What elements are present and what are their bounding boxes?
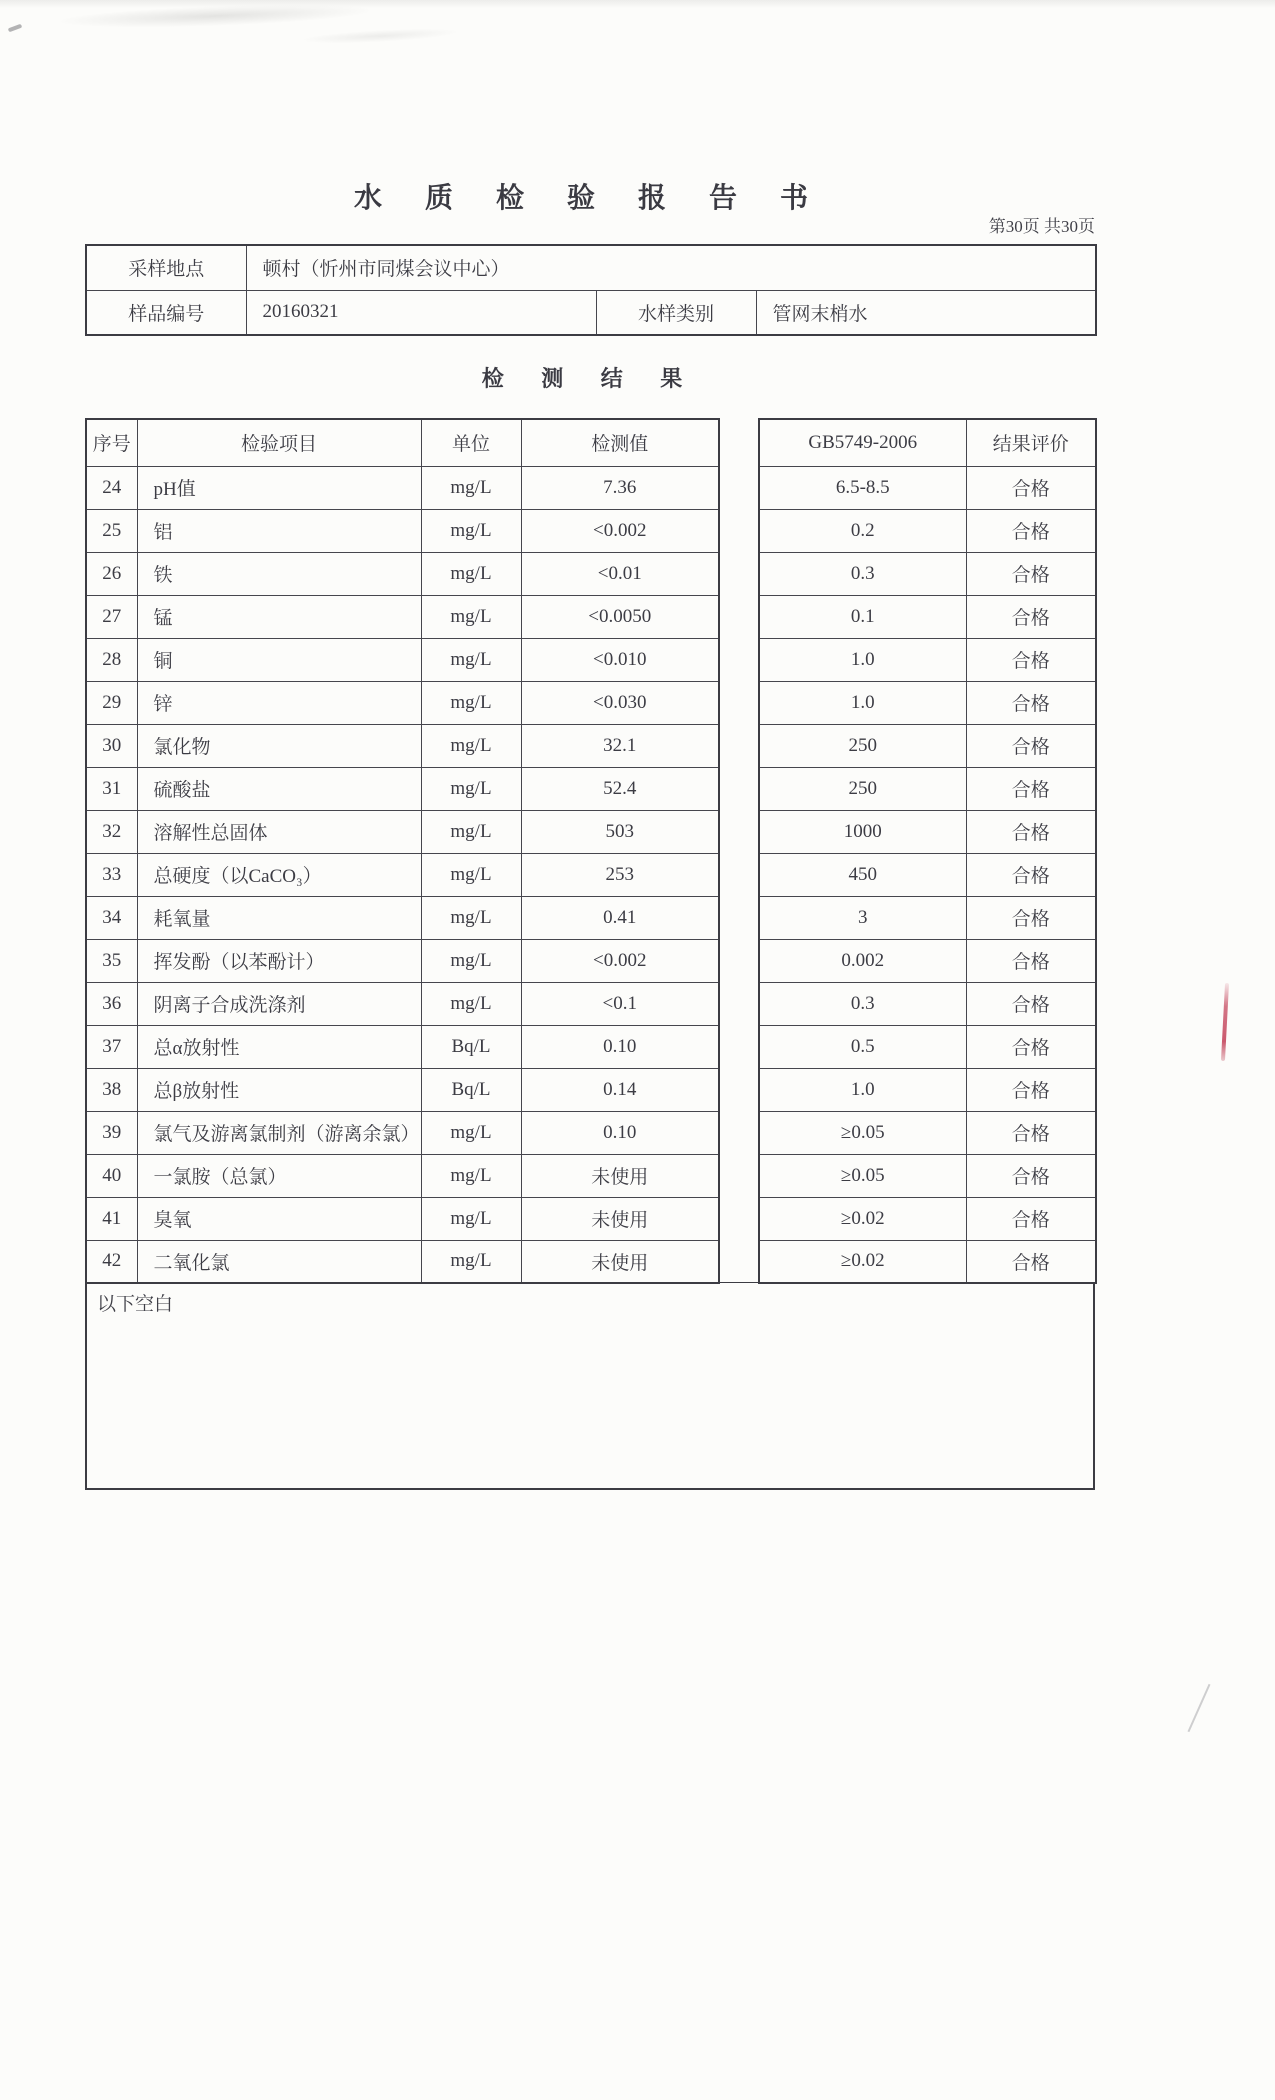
result-row-evaluation — [759, 724, 1096, 767]
result-row — [86, 1197, 719, 1240]
sample-location-label: 采样地点 — [86, 245, 246, 290]
cell-evaluation: 合格 — [966, 552, 1096, 595]
result-row-evaluation — [759, 638, 1096, 681]
cell-standard: 250 — [759, 724, 966, 767]
result-row — [86, 466, 719, 509]
cell-evaluation: 合格 — [966, 638, 1096, 681]
cell-index: 34 — [86, 896, 137, 939]
cell-unit: mg/L — [421, 638, 521, 681]
result-row-evaluation — [759, 939, 1096, 982]
cell-unit: mg/L — [421, 1197, 521, 1240]
cell-unit: mg/L — [421, 509, 521, 552]
cell-item: 一氯胺（总氯） — [137, 1154, 421, 1197]
result-row — [86, 724, 719, 767]
cell-index: 41 — [86, 1197, 137, 1240]
cell-value: 7.36 — [521, 466, 719, 509]
header-item: 检验项目 — [137, 419, 421, 466]
cell-item: 总α放射性 — [137, 1025, 421, 1068]
cell-evaluation: 合格 — [966, 1240, 1096, 1283]
results-header-row — [759, 419, 1096, 466]
scan-edge-shadow — [0, 0, 1275, 8]
cell-evaluation: 合格 — [966, 896, 1096, 939]
water-type-value: 管网末梢水 — [756, 290, 1096, 335]
cell-standard: 450 — [759, 853, 966, 896]
header-evaluation: 结果评价 — [966, 419, 1096, 466]
cell-index: 31 — [86, 767, 137, 810]
cell-standard: ≥0.02 — [759, 1240, 966, 1283]
header-unit: 单位 — [421, 419, 521, 466]
cell-item: 锌 — [137, 681, 421, 724]
cell-evaluation: 合格 — [966, 982, 1096, 1025]
sample-info-table — [85, 244, 1097, 336]
cell-index: 38 — [86, 1068, 137, 1111]
result-row-evaluation — [759, 1240, 1096, 1283]
cell-evaluation: 合格 — [966, 1154, 1096, 1197]
result-row-evaluation — [759, 552, 1096, 595]
result-row — [86, 1111, 719, 1154]
cell-standard: 1.0 — [759, 1068, 966, 1111]
cell-item: 溶解性总固体 — [137, 810, 421, 853]
cell-index: 27 — [86, 595, 137, 638]
cell-item: 铝 — [137, 509, 421, 552]
cell-standard: 1.0 — [759, 681, 966, 724]
section-title: 检 测 结 果 — [481, 366, 699, 391]
sample-number-value: 20160321 — [246, 290, 596, 335]
red-pen-mark-artifact — [1221, 983, 1229, 1061]
cell-index: 25 — [86, 509, 137, 552]
result-row — [86, 896, 719, 939]
cell-evaluation: 合格 — [966, 681, 1096, 724]
cell-item: 阴离子合成洗涤剂 — [137, 982, 421, 1025]
cell-index: 32 — [86, 810, 137, 853]
result-row — [86, 1240, 719, 1283]
cell-value: 52.4 — [521, 767, 719, 810]
cell-standard: 250 — [759, 767, 966, 810]
cell-evaluation: 合格 — [966, 1025, 1096, 1068]
results-header-row — [86, 419, 719, 466]
blank-footer-box — [85, 1282, 1095, 1490]
cell-item: 挥发酚（以苯酚计） — [137, 939, 421, 982]
cell-evaluation: 合格 — [966, 509, 1096, 552]
cell-item: 耗氧量 — [137, 896, 421, 939]
result-row-evaluation — [759, 509, 1096, 552]
cell-value: <0.002 — [521, 939, 719, 982]
cell-standard: 1000 — [759, 810, 966, 853]
cell-unit: Bq/L — [421, 1025, 521, 1068]
cell-item: 氯气及游离氯制剂（游离余氯） — [137, 1111, 421, 1154]
cell-value: 503 — [521, 810, 719, 853]
cell-unit: mg/L — [421, 767, 521, 810]
cell-index: 42 — [86, 1240, 137, 1283]
result-row — [86, 853, 719, 896]
result-row-evaluation — [759, 767, 1096, 810]
result-row — [86, 552, 719, 595]
sample-number-row — [86, 290, 1096, 335]
cell-item: 铜 — [137, 638, 421, 681]
result-row-evaluation — [759, 595, 1096, 638]
cell-unit: mg/L — [421, 681, 521, 724]
cell-value: 未使用 — [521, 1197, 719, 1240]
cell-index: 30 — [86, 724, 137, 767]
cell-standard: 0.1 — [759, 595, 966, 638]
cell-value: 0.41 — [521, 896, 719, 939]
header-value: 检测值 — [521, 419, 719, 466]
header-index: 序号 — [86, 419, 137, 466]
cell-index: 29 — [86, 681, 137, 724]
result-row — [86, 1025, 719, 1068]
cell-unit: mg/L — [421, 1111, 521, 1154]
cell-standard: 0.2 — [759, 509, 966, 552]
cell-value: 0.10 — [521, 1025, 719, 1068]
pencil-mark-artifact — [1188, 1684, 1211, 1732]
result-row — [86, 1154, 719, 1197]
cell-unit: mg/L — [421, 896, 521, 939]
sample-number-label: 样品编号 — [86, 290, 246, 335]
result-row-evaluation — [759, 1154, 1096, 1197]
scan-smudge — [300, 26, 460, 46]
cell-item: 硫酸盐 — [137, 767, 421, 810]
result-row — [86, 509, 719, 552]
cell-item: pH值 — [137, 466, 421, 509]
cell-item: 锰 — [137, 595, 421, 638]
result-row-evaluation — [759, 1197, 1096, 1240]
cell-value: <0.01 — [521, 552, 719, 595]
result-row-evaluation — [759, 896, 1096, 939]
cell-item: 总硬度（以CaCO₃） — [137, 853, 421, 896]
cell-evaluation: 合格 — [966, 767, 1096, 810]
cell-index: 33 — [86, 853, 137, 896]
cell-value: 未使用 — [521, 1154, 719, 1197]
cell-item: 铁 — [137, 552, 421, 595]
result-row-evaluation — [759, 810, 1096, 853]
cell-standard: 0.002 — [759, 939, 966, 982]
cell-evaluation: 合格 — [966, 1111, 1096, 1154]
cell-value: 未使用 — [521, 1240, 719, 1283]
cell-standard: 0.5 — [759, 1025, 966, 1068]
result-row — [86, 595, 719, 638]
result-row — [86, 1068, 719, 1111]
cell-evaluation: 合格 — [966, 724, 1096, 767]
cell-value: 0.14 — [521, 1068, 719, 1111]
cell-unit: mg/L — [421, 1154, 521, 1197]
cell-value: 253 — [521, 853, 719, 896]
cell-item: 总β放射性 — [137, 1068, 421, 1111]
page-number-indicator: 第30页 共30页 — [988, 217, 1095, 236]
water-type-label: 水样类别 — [596, 290, 756, 335]
result-row — [86, 939, 719, 982]
result-row-evaluation — [759, 982, 1096, 1025]
cell-unit: mg/L — [421, 939, 521, 982]
cell-unit: mg/L — [421, 982, 521, 1025]
cell-unit: mg/L — [421, 552, 521, 595]
cell-index: 28 — [86, 638, 137, 681]
cell-item: 氯化物 — [137, 724, 421, 767]
cell-standard: ≥0.05 — [759, 1111, 966, 1154]
cell-value: 0.10 — [521, 1111, 719, 1154]
sample-location-value: 顿村（忻州市同煤会议中心） — [246, 245, 1096, 290]
results-table-right — [758, 418, 1097, 1284]
cell-unit: mg/L — [421, 810, 521, 853]
cell-unit: mg/L — [421, 595, 521, 638]
cell-index: 36 — [86, 982, 137, 1025]
result-row-evaluation — [759, 1025, 1096, 1068]
cell-index: 24 — [86, 466, 137, 509]
cell-value: <0.1 — [521, 982, 719, 1025]
result-row — [86, 638, 719, 681]
cell-evaluation: 合格 — [966, 466, 1096, 509]
cell-standard: 1.0 — [759, 638, 966, 681]
cell-evaluation: 合格 — [966, 939, 1096, 982]
blank-note: 以下空白 — [97, 1294, 174, 1315]
cell-unit: mg/L — [421, 853, 521, 896]
cell-standard: ≥0.02 — [759, 1197, 966, 1240]
cell-unit: mg/L — [421, 466, 521, 509]
cell-index: 35 — [86, 939, 137, 982]
scan-speck — [8, 24, 23, 33]
result-row-evaluation — [759, 681, 1096, 724]
cell-index: 26 — [86, 552, 137, 595]
result-row-evaluation — [759, 1068, 1096, 1111]
results-table-left — [85, 418, 720, 1284]
cell-standard: 0.3 — [759, 982, 966, 1025]
cell-index: 37 — [86, 1025, 137, 1068]
scan-smudge — [55, 0, 376, 31]
sample-location-row — [86, 245, 1096, 290]
cell-standard: 0.3 — [759, 552, 966, 595]
result-row — [86, 982, 719, 1025]
result-row-evaluation — [759, 466, 1096, 509]
result-row-evaluation — [759, 853, 1096, 896]
cell-evaluation: 合格 — [966, 1068, 1096, 1111]
cell-item: 臭氧 — [137, 1197, 421, 1240]
cell-value: <0.002 — [521, 509, 719, 552]
cell-standard: 6.5-8.5 — [759, 466, 966, 509]
cell-standard: 3 — [759, 896, 966, 939]
cell-value: <0.0050 — [521, 595, 719, 638]
cell-index: 40 — [86, 1154, 137, 1197]
cell-standard: ≥0.05 — [759, 1154, 966, 1197]
cell-evaluation: 合格 — [966, 810, 1096, 853]
cell-evaluation: 合格 — [966, 853, 1096, 896]
page-title: 水 质 检 验 报 告 书 — [353, 183, 826, 214]
cell-unit: mg/L — [421, 1240, 521, 1283]
cell-evaluation: 合格 — [966, 595, 1096, 638]
cell-value: <0.030 — [521, 681, 719, 724]
header-standard: GB5749-2006 — [759, 419, 966, 466]
cell-unit: Bq/L — [421, 1068, 521, 1111]
cell-item: 二氧化氯 — [137, 1240, 421, 1283]
cell-value: <0.010 — [521, 638, 719, 681]
result-row-evaluation — [759, 1111, 1096, 1154]
result-row — [86, 810, 719, 853]
result-row — [86, 681, 719, 724]
cell-evaluation: 合格 — [966, 1197, 1096, 1240]
cell-unit: mg/L — [421, 724, 521, 767]
cell-index: 39 — [86, 1111, 137, 1154]
cell-value: 32.1 — [521, 724, 719, 767]
result-row — [86, 767, 719, 810]
